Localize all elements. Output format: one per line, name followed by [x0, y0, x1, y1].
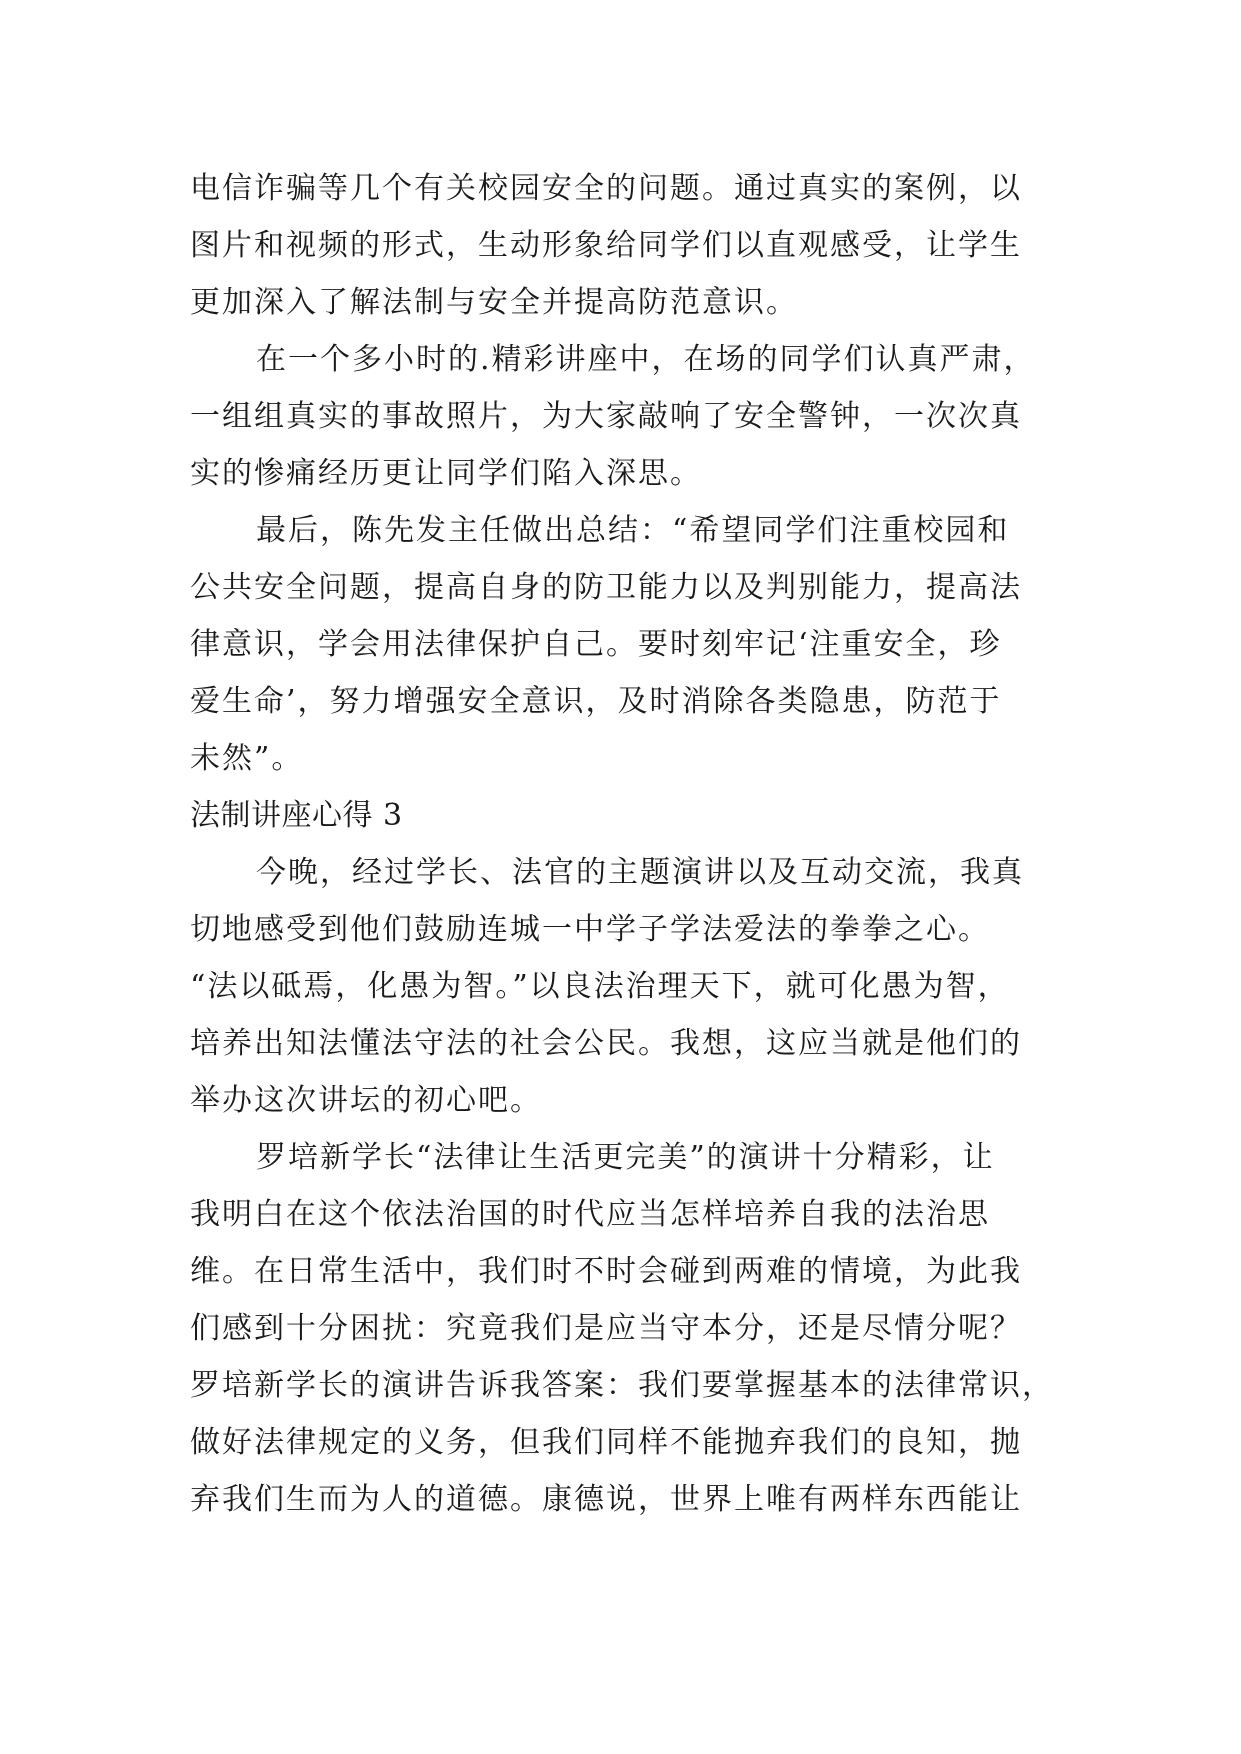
document-body	[190, 160, 1054, 1528]
section-title: 法制讲座心得 3	[190, 798, 403, 833]
text-line: 一组组真实的事故照片，为大家敲响了安全警钟，一次次真	[190, 399, 1022, 434]
paragraph	[190, 844, 1050, 1129]
text-line: 罗培新学长的演讲告诉我答案：我们要掌握基本的法律常识，	[190, 1368, 1054, 1403]
text-line: 公共安全问题，提高自身的防卫能力以及判别能力，提高法	[190, 570, 1022, 605]
text-line: 实的惨痛经历更让同学们陷入深思。	[190, 456, 702, 491]
text-line: 今晚，经过学长、法官的主题演讲以及互动交流，我真	[256, 855, 1024, 890]
text-line: 律意识，学会用法律保护自己。要时刻牢记‘注重安全，珍	[190, 627, 1002, 662]
text-line: 举办这次讲坛的初心吧。	[190, 1083, 542, 1118]
paragraph	[190, 1129, 1054, 1528]
text-line: 更加深入了解法制与安全并提高防范意识。	[190, 285, 798, 320]
text-line: 培养出知法懂法守法的社会公民。我想，这应当就是他们的	[190, 1026, 1022, 1061]
text-line: 最后，陈先发主任做出总结：“希望同学们注重校园和	[256, 513, 1010, 548]
text-line: 们感到十分困扰：究竟我们是应当守本分，还是尽情分呢？	[190, 1311, 1022, 1346]
text-line: 图片和视频的形式，生动形象给同学们以直观感受，让学生	[190, 228, 1022, 263]
text-line: 未然”。	[190, 741, 304, 776]
text-line: 弃我们生而为人的道德。康德说，世界上唯有两样东西能让	[190, 1482, 1022, 1517]
text-line: 爱生命’，努力增强安全意识，及时消除各类隐患，防范于	[190, 684, 1002, 719]
paragraph	[190, 160, 1050, 331]
text-line: 做好法律规定的义务，但我们同样不能抛弃我们的良知，抛	[190, 1425, 1022, 1460]
text-line: 罗培新学长“法律让生活更完美”的演讲十分精彩，让	[256, 1140, 995, 1175]
text-line: 切地感受到他们鼓励连城一中学子学法爱法的拳拳之心。	[190, 912, 990, 947]
paragraph	[190, 502, 1050, 787]
text-line: 我明白在这个依法治国的时代应当怎样培养自我的法治思	[190, 1197, 990, 1232]
text-line: “法以砥焉，化愚为智。”以良法治理天下，就可化愚为智，	[190, 969, 1010, 1004]
text-line: 维。在日常生活中，我们时不时会碰到两难的情境，为此我	[190, 1254, 1022, 1289]
text-line: 电信诈骗等几个有关校园安全的问题。通过真实的案例，以	[190, 171, 1022, 206]
paragraph	[190, 331, 1050, 502]
text-line: 在一个多小时的.精彩讲座中，在场的同学们认真严肃，	[256, 342, 1036, 377]
